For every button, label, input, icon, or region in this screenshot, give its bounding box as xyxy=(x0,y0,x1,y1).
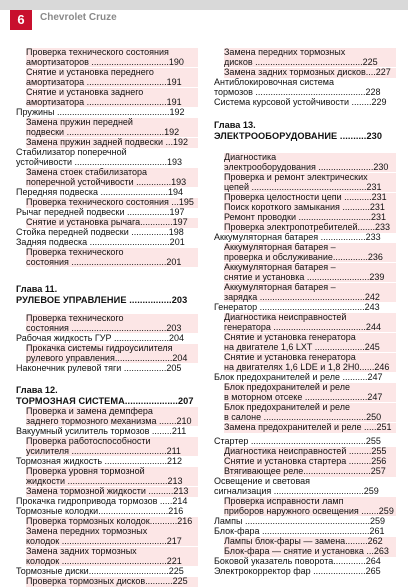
toc-entry xyxy=(214,567,396,577)
toc-entry-text: рулевого управления.......................204 xyxy=(26,353,188,363)
toc-entry-text: Снятие и установка стартера .........256 xyxy=(224,457,387,466)
toc-entry-text: Блок предохранителей и реле xyxy=(224,383,350,392)
toc-entry-text: Снятие и установка генератора xyxy=(224,333,356,342)
toc-subentry xyxy=(224,153,396,172)
toc-entry-text: Снятие и установка рычага.............197 xyxy=(26,218,188,227)
toc-subentry xyxy=(224,313,396,332)
toc-entry-text: Передняя подвеска ...........................194 xyxy=(16,188,184,197)
toc-entry xyxy=(214,527,396,537)
toc-entry-text: Система курсовой устойчивости ........229 xyxy=(214,98,387,107)
toc-subentry xyxy=(26,48,198,67)
toc-entry-text: в салоне .........................................250 xyxy=(224,412,382,422)
toc-entry-text: Замена предохранителей и реле .....251 xyxy=(224,423,392,432)
toc-subentry xyxy=(26,527,198,546)
toc-subentry xyxy=(224,333,396,352)
toc-entry-text: Пружины .............................................192 xyxy=(16,108,185,117)
toc-entry-text: Освещение и световая xyxy=(214,477,310,486)
toc-entry-text: Снятие и установка генератора xyxy=(224,353,356,362)
toc-entry-text: на двигателе 1,6 LXT ....................245 xyxy=(224,342,380,352)
toc-entry xyxy=(214,477,396,496)
toc-entry-text: Замена стоек стабилизатора xyxy=(26,168,148,177)
toc-entry-text: Вакуумный усилитель тормозов ........211 xyxy=(16,427,187,436)
chapter-heading xyxy=(16,385,194,407)
toc-entry-text: Проверка технического состояния xyxy=(26,48,169,57)
toc-entry-text: Снятие и установка переднего xyxy=(26,68,154,77)
toc-entry-text: Аккумуляторная батарея – xyxy=(224,263,336,272)
page-number: 6 xyxy=(10,10,32,30)
toc-subentry xyxy=(26,68,198,87)
toc-subentry xyxy=(224,403,396,422)
book-title: Chevrolet Cruze xyxy=(40,12,117,23)
top-band xyxy=(0,0,408,10)
toc-entry-text: Поиск короткого замыкания ...........231 xyxy=(224,203,385,212)
toc-entry xyxy=(16,457,198,467)
toc-entry xyxy=(16,567,198,577)
toc-subentry xyxy=(26,218,198,228)
toc-entry-text: Проверка электропотребителей.......233 xyxy=(224,223,391,232)
toc-entry-text: Проверка технического состояния ...195 xyxy=(26,198,194,207)
toc-entry xyxy=(214,303,396,313)
toc-entry-text: Стойка передней подвески ...............198 xyxy=(16,228,184,237)
toc-subentry xyxy=(224,497,396,516)
toc-entry xyxy=(214,98,396,108)
toc-entry-text: тормозов ............................................228 xyxy=(214,87,381,97)
toc-entry-text: Тормозная жидкость .........................212 xyxy=(16,457,183,466)
toc-subentry xyxy=(26,168,198,187)
toc-subentry xyxy=(26,248,198,267)
toc-subentry xyxy=(224,457,396,467)
toc-entry-text: Проверка и замена демпфера xyxy=(26,407,153,416)
toc-entry xyxy=(16,334,198,344)
toc-entry-text: Аккумуляторная батарея – xyxy=(224,243,336,252)
toc-entry-text: поперечной устойчивости ..............193 xyxy=(26,177,187,187)
toc-subentry xyxy=(224,547,396,557)
toc-entry-text: Проверка тормозных дисков...........225 xyxy=(26,577,188,586)
toc-entry-text: в моторном отсеке .........................247 xyxy=(224,392,383,402)
toc-entry-text: Прокачка системы гидроусилителя xyxy=(26,344,173,353)
toc-entry-text: Аккумуляторная батарея ..................233 xyxy=(214,233,381,242)
toc-entry-text: Прокачка гидропривода тормозов .....214 xyxy=(16,497,188,506)
toc-subentry xyxy=(26,437,198,456)
toc-subentry xyxy=(224,537,396,547)
chapter-number: Глава 12. xyxy=(16,385,58,395)
toc-entry xyxy=(16,148,198,167)
toc-entry-text: Замена тормозной жидкости ..........213 xyxy=(26,487,189,496)
toc-entry-text: Электрокорректор фар .....................265 xyxy=(214,567,381,576)
toc-entry-text: Лампы ..................................................259 xyxy=(214,517,385,526)
toc-entry-text: Замена пружин передней xyxy=(26,118,133,127)
toc-subentry xyxy=(224,68,396,78)
toc-subentry xyxy=(224,173,396,192)
toc-entry xyxy=(214,233,396,243)
toc-entry-text: Проверка уровня тормозной xyxy=(26,467,145,476)
toc-subentry xyxy=(26,118,198,137)
toc-entry-text: Замена задних тормозных дисков....227 xyxy=(224,68,391,77)
toc-subentry xyxy=(224,193,396,203)
toc-entry-text: Стабилизатор поперечной xyxy=(16,148,127,157)
toc-subentry xyxy=(26,517,198,527)
toc-subentry xyxy=(26,467,198,486)
toc-entry xyxy=(16,497,198,507)
toc-entry-text: зарядка ..........................................242 xyxy=(224,292,380,302)
toc-subentry xyxy=(224,243,396,262)
toc-entry-text: Проверка и ремонт электрических xyxy=(224,173,368,182)
toc-entry-text: Проверка тормозных колодок...........216 xyxy=(26,517,193,526)
chapter-title: ЭЛЕКТРООБОРУДОВАНИЕ ..........230 xyxy=(214,131,383,141)
chapter-number: Глава 11. xyxy=(16,284,58,294)
toc-entry-text: Замена задних тормозных xyxy=(26,547,137,556)
toc-subentry xyxy=(224,423,396,433)
toc-entry-text: электрооборудования ......................230 xyxy=(224,162,389,172)
toc-subentry xyxy=(224,353,396,372)
toc-entry-text: Наконечник рулевой тяги .................205 xyxy=(16,364,182,373)
toc-entry-text: амортизаторов ...............................190 xyxy=(26,57,184,67)
chapter-number: Глава 13. xyxy=(214,120,256,130)
toc-subentry xyxy=(26,344,198,363)
toc-entry xyxy=(16,228,198,238)
toc-entry-text: Задняя подвеска ................................201 xyxy=(16,238,185,247)
toc-entry-text: устойчивости .....................................193 xyxy=(16,157,183,167)
toc-entry-text: сигнализация ....................................259 xyxy=(214,486,379,496)
toc-entry-text: состояния ......................................203 xyxy=(26,323,182,333)
toc-entry-text: Блок предохранителей и реле xyxy=(224,403,350,412)
toc-subentry xyxy=(224,283,396,302)
toc-subentry xyxy=(26,314,198,333)
toc-entry xyxy=(214,557,396,567)
toc-entry-text: колодок ..........................................217 xyxy=(26,536,182,546)
toc-entry-text: Проверка исправности ламп xyxy=(224,497,344,506)
toc-subentry xyxy=(224,263,396,282)
toc-entry xyxy=(16,188,198,198)
toc-entry-text: Блок-фара ...........................................261 xyxy=(214,527,385,536)
toc-entry-text: Лампы блок-фары — замена.........262 xyxy=(224,537,383,546)
toc-entry-text: Втягивающее реле...........................257 xyxy=(224,467,386,476)
toc-entry xyxy=(214,517,396,527)
toc-entry-text: Рычаг передней подвески .................197 xyxy=(16,208,185,217)
toc-entry xyxy=(214,373,396,383)
toc-entry-text: Блок-фара — снятие и установка ...263 xyxy=(224,547,389,556)
chapter-title: РУЛЕВОЕ УПРАВЛЕНИЕ ................203 xyxy=(16,295,188,305)
toc-entry-text: Диагностика xyxy=(224,153,277,162)
toc-entry-text: Аккумуляторная батарея – xyxy=(224,283,336,292)
toc-entry-text: Проверка технического xyxy=(26,314,124,323)
toc-entry-text: на двигателях 1,6 LDE и 1,8 2H0......246 xyxy=(224,362,390,372)
toc-entry-text: состояния ......................................201 xyxy=(26,257,182,267)
toc-entry xyxy=(16,108,198,118)
toc-subentry xyxy=(224,223,396,233)
toc-subentry xyxy=(26,198,198,208)
toc-entry xyxy=(16,364,198,374)
toc-subentry xyxy=(26,487,198,497)
toc-entry-text: Блок предохранителей и реле ..........247 xyxy=(214,373,383,382)
toc-entry-text: Стартер ..............................................255 xyxy=(214,437,381,446)
toc-entry xyxy=(16,507,198,517)
toc-entry-text: жидкости ........................................213 xyxy=(26,476,183,486)
toc-entry xyxy=(214,437,396,447)
toc-subentry xyxy=(224,383,396,402)
toc-entry-text: подвески .......................................192 xyxy=(26,127,180,137)
chapter-heading xyxy=(214,120,382,142)
toc-subentry xyxy=(224,447,396,457)
toc-entry-text: амортизатора ................................191 xyxy=(26,97,182,107)
toc-subentry xyxy=(224,213,396,223)
toc-entry-text: Проверка работоспособности xyxy=(26,437,151,446)
toc-subentry xyxy=(224,467,396,477)
toc-entry-text: Замена пружин задней подвески ...192 xyxy=(26,138,188,147)
toc-entry-text: Ремонт проводки .............................231 xyxy=(224,213,387,222)
toc-entry-text: цепей ..............................................231 xyxy=(224,182,382,192)
toc-entry-text: колодок ..........................................221 xyxy=(26,556,182,566)
toc-entry-text: приборов наружного освещения .......259 xyxy=(224,506,394,516)
toc-entry-text: снятие и установка .........................239 xyxy=(224,272,385,282)
toc-entry-text: Тормозные колодки............................216 xyxy=(16,507,184,516)
toc-entry-text: проверка и обслуживание..............236 xyxy=(224,252,383,262)
toc-entry-text: заднего тормозного механизма .......210 xyxy=(26,416,192,426)
toc-entry-text: усилителя ......................................211 xyxy=(26,446,181,456)
toc-subentry xyxy=(26,88,198,107)
toc-entry xyxy=(16,427,198,437)
toc-entry-text: Замена передних тормозных xyxy=(224,48,346,57)
toc-entry-text: Снятие и установка заднего xyxy=(26,88,144,97)
toc-subentry xyxy=(26,577,198,587)
toc-entry xyxy=(214,78,396,97)
toc-entry-text: Замена передних тормозных xyxy=(26,527,148,536)
toc-subentry xyxy=(26,407,198,426)
toc-entry-text: Диагностика неисправностей xyxy=(224,313,347,322)
toc-entry-text: Антиблокировочная система xyxy=(214,78,334,87)
toc-entry-text: Проверка целостности цепи ...........231 xyxy=(224,193,387,202)
toc-subentry xyxy=(224,48,396,67)
toc-entry-text: генератора .....................................244 xyxy=(224,322,381,332)
toc-entry-text: амортизатора ................................191 xyxy=(26,77,182,87)
chapter-title: ТОРМОЗНАЯ СИСТЕМА....................207 xyxy=(16,396,194,406)
toc-subentry xyxy=(26,547,198,566)
chapter-heading xyxy=(16,284,187,306)
toc-entry-text: дисков ...........................................225 xyxy=(224,57,378,67)
toc-entry-text: Тормозные диски................................225 xyxy=(16,567,184,576)
toc-entry-text: Рабочая жидкость ГУР ......................204 xyxy=(16,334,185,343)
toc-entry xyxy=(16,208,198,218)
toc-subentry xyxy=(224,203,396,213)
toc-entry-text: Диагностика неисправностей .........255 xyxy=(224,447,387,456)
toc-entry-text: Генератор ..........................................243 xyxy=(214,303,380,312)
toc-subentry xyxy=(26,138,198,148)
toc-entry xyxy=(16,238,198,248)
toc-entry-text: Боковой указатель поворота.............264 xyxy=(214,557,381,566)
toc-entry-text: Проверка технического xyxy=(26,248,124,257)
